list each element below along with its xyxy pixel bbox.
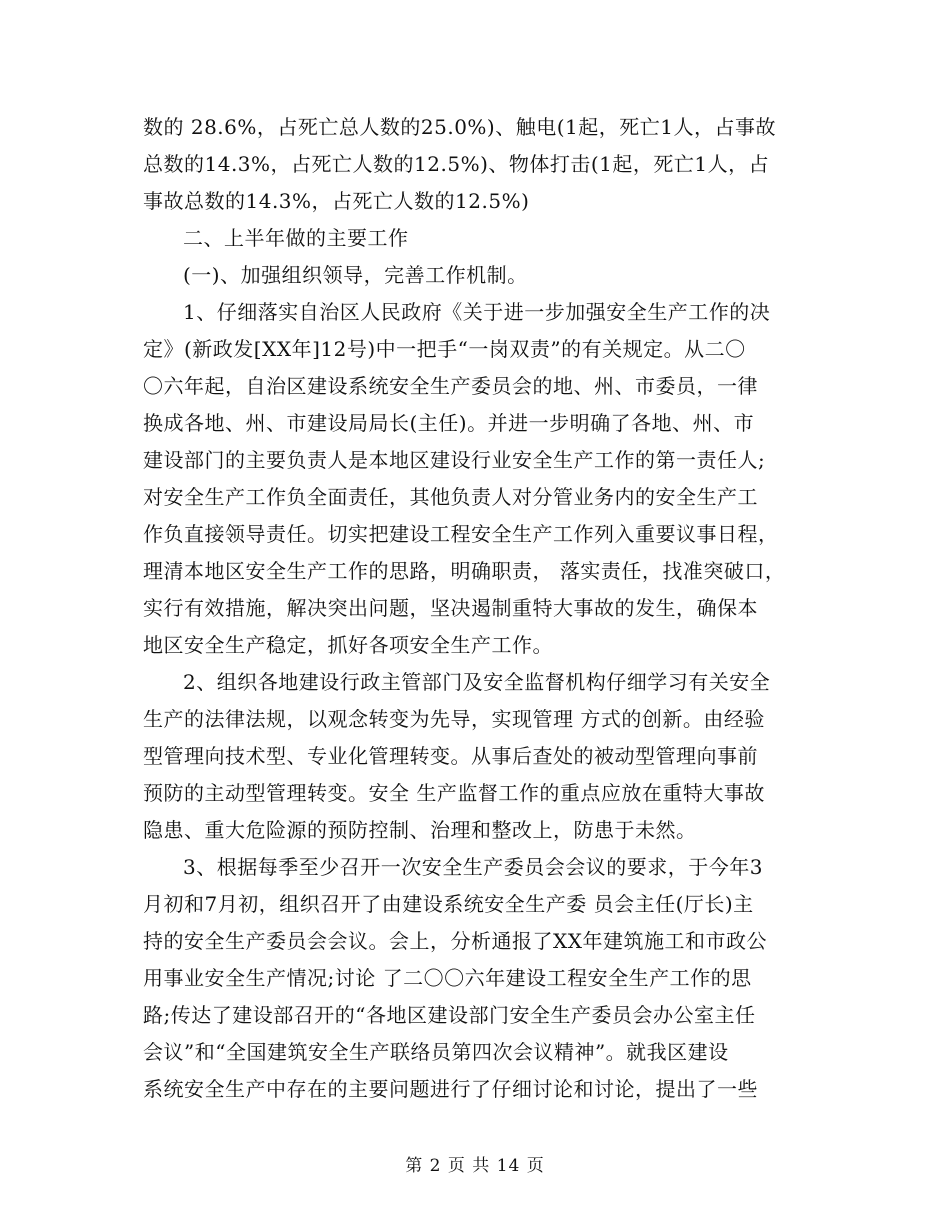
body-text-line: 路;传达了建设部召开的“各地区建设部门安全生产委员会办公室主任	[143, 1003, 756, 1027]
body-text-line: 地区安全生产稳定，抓好各项安全生产工作。	[143, 633, 553, 657]
body-text-line: 1、仔细落实自治区人民政府《关于进一步加强安全生产工作的决	[183, 300, 771, 324]
body-text-line: 数的 28.6%，占死亡总人数的25.0%)、触电(1起，死亡1人，占事故	[143, 115, 776, 139]
body-text-line: 2、组织各地建设行政主管部门及安全监督机构仔细学习有关安全	[183, 670, 771, 694]
body-text-line: 事故总数的14.3%，占死亡人数的12.5%)	[143, 189, 530, 213]
body-text-line: 总数的14.3%，占死亡人数的12.5%)、物体打击(1起，死亡1人，占	[143, 152, 770, 176]
body-text-line: 理清本地区安全生产工作的思路，明确职责， 落实责任，找准突破口，	[143, 559, 786, 583]
body-text-line: 实行有效措施，解决突出问题，坚决遏制重特大事故的发生，确保本	[143, 596, 758, 620]
body-text-line: 生产的法律法规，以观念转变为先导，实现管理 方式的创新。由经验	[143, 707, 765, 731]
body-text-line: 对安全生产工作负全面责任，其他负责人对分管业务内的安全生产工	[143, 485, 758, 509]
subsection-heading: (一)、加强组织领导，完善工作机制。	[183, 263, 528, 287]
body-text-line: 隐患、重大危险源的预防控制、治理和整改上，防患于未然。	[143, 818, 697, 842]
body-text-line: 建设部门的主要负责人是本地区建设行业安全生产工作的第一责任人;	[143, 448, 766, 472]
body-text-line: 型管理向技术型、专业化管理转变。从事后查处的被动型管理向事前	[143, 744, 758, 768]
body-text-line: 〇六年起，自治区建设系统安全生产委员会的地、州、市委员，一律	[143, 374, 758, 398]
body-text-line: 换成各地、州、市建设局局长(主任)。并进一步明确了各地、州、市	[143, 411, 755, 435]
body-text-line: 预防的主动型管理转变。安全 生产监督工作的重点应放在重特大事故	[143, 781, 765, 805]
body-text-line: 作负直接领导责任。切实把建设工程安全生产工作列入重要议事日程，	[143, 522, 779, 546]
body-text-line: 持的安全生产委员会会议。会上，分析通报了XX年建筑施工和市政公	[143, 929, 767, 953]
section-heading: 二、上半年做的主要工作	[183, 226, 409, 250]
page-number-footer: 第 2 页 共 14 页	[405, 1156, 545, 1176]
body-text-line: 3、根据每季至少召开一次安全生产委员会会议的要求，于今年3	[183, 855, 763, 879]
body-text-line: 定》(新政发[XX年]12号)中一把手“一岗双责”的有关规定。从二〇	[143, 337, 746, 361]
body-text-line: 月初和7月初，组织召开了由建设系统安全生产委 员会主任(厅长)主	[143, 892, 754, 916]
body-text-line: 用事业安全生产情况;讨论 了二〇〇六年建设工程安全生产工作的思	[143, 966, 752, 990]
body-text-line: 系统安全生产中存在的主要问题进行了仔细讨论和讨论，提出了一些	[143, 1077, 758, 1101]
body-text-line: 会议”和“全国建筑安全生产联络员第四次会议精神”。就我区建设	[143, 1040, 729, 1064]
